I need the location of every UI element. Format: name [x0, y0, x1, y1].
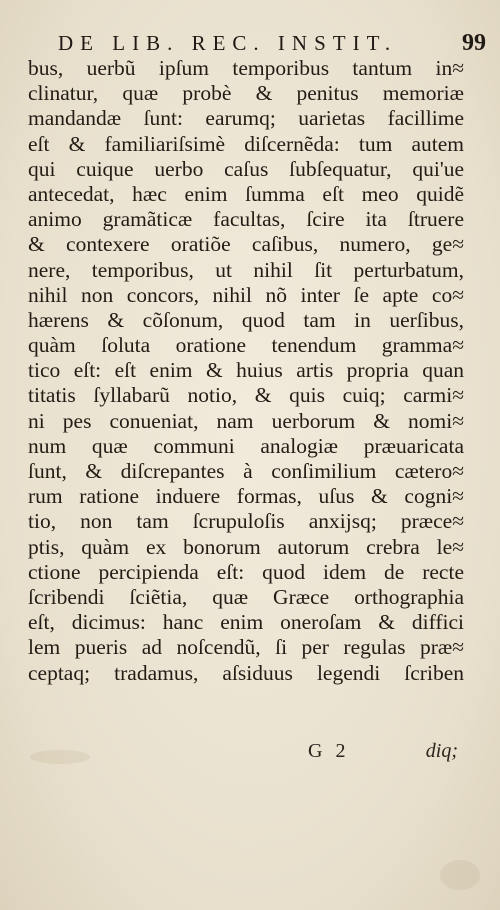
text-line: eſt & familiariſsimè diſcernẽda: tum autem — [28, 131, 464, 156]
text-line: ceptaq; tradamus, aſsiduus legendi ſcriben — [28, 660, 464, 685]
text-line: num quæ communi analogiæ præuaricata — [28, 433, 464, 458]
catchword: diq; — [425, 740, 458, 762]
text-line: lem pueris ad noſcendũ, ſi per regulas præ≈ — [28, 635, 464, 660]
page-number: 99 — [462, 30, 486, 56]
text-line: antecedat, hæc enim ſumma eſt meo quidẽ — [28, 181, 464, 206]
text-line: hærens & cõſonum, quod tam in uerſibus, — [28, 307, 464, 332]
text-line: ctione percipienda eſt: quod idem de recte — [28, 559, 464, 584]
text-line: nihil non concors, nihil nõ inter ſe apte co≈ — [28, 282, 464, 307]
text-line: ptis, quàm ex bonorum autorum crebra le≈ — [28, 534, 464, 559]
text-block — [28, 56, 464, 686]
text-line: tico eſt: eſt enim & huius artis propria quan — [28, 358, 464, 383]
running-head: DE LIB. REC. INSTIT. — [58, 31, 398, 55]
text-line: ni pes conueniat, nam uerborum & nomi≈ — [28, 408, 464, 433]
text-line: ſcribendi ſciẽtia, quæ Græce orthographia — [28, 584, 464, 609]
text-line: quàm ſoluta oratione tenendum gramma≈ — [28, 333, 464, 358]
text-line: ſunt, & diſcrepantes à conſimilium cætero≈ — [28, 459, 464, 483]
text-line: nere, temporibus, ut nihil ſit perturbatum, — [28, 257, 464, 282]
paper-stain — [440, 860, 480, 890]
signature-mark: G 2 — [308, 740, 350, 762]
text-line: tio, non tam ſcrupuloſis anxijsq; præce≈ — [28, 509, 464, 534]
page-footer — [28, 740, 458, 770]
text-line: clinatur, quæ probè & penitus memoriæ — [28, 81, 464, 106]
text-line: rum ratione induere formas, uſus & cogni≈ — [28, 484, 464, 509]
text-line: qui cuique uerbo caſus ſubſequatur, qui'ue — [28, 156, 464, 181]
text-line: & contexere oratiõe caſibus, numero, ge≈ — [28, 232, 464, 257]
text-line: titatis ſyllabarũ notio, & quis cuiq; carmi≈ — [28, 383, 464, 408]
text-line: mandandæ ſunt: earumq; uarietas facillime — [28, 106, 464, 131]
text-line: bus, uerbũ ipſum temporibus tantum in≈ — [28, 56, 464, 80]
text-line: eſt, dicimus: hanc enim oneroſam & diffici — [28, 610, 464, 635]
text-line: animo gramãticæ facultas, ſcire ita ſtruere — [28, 207, 464, 232]
